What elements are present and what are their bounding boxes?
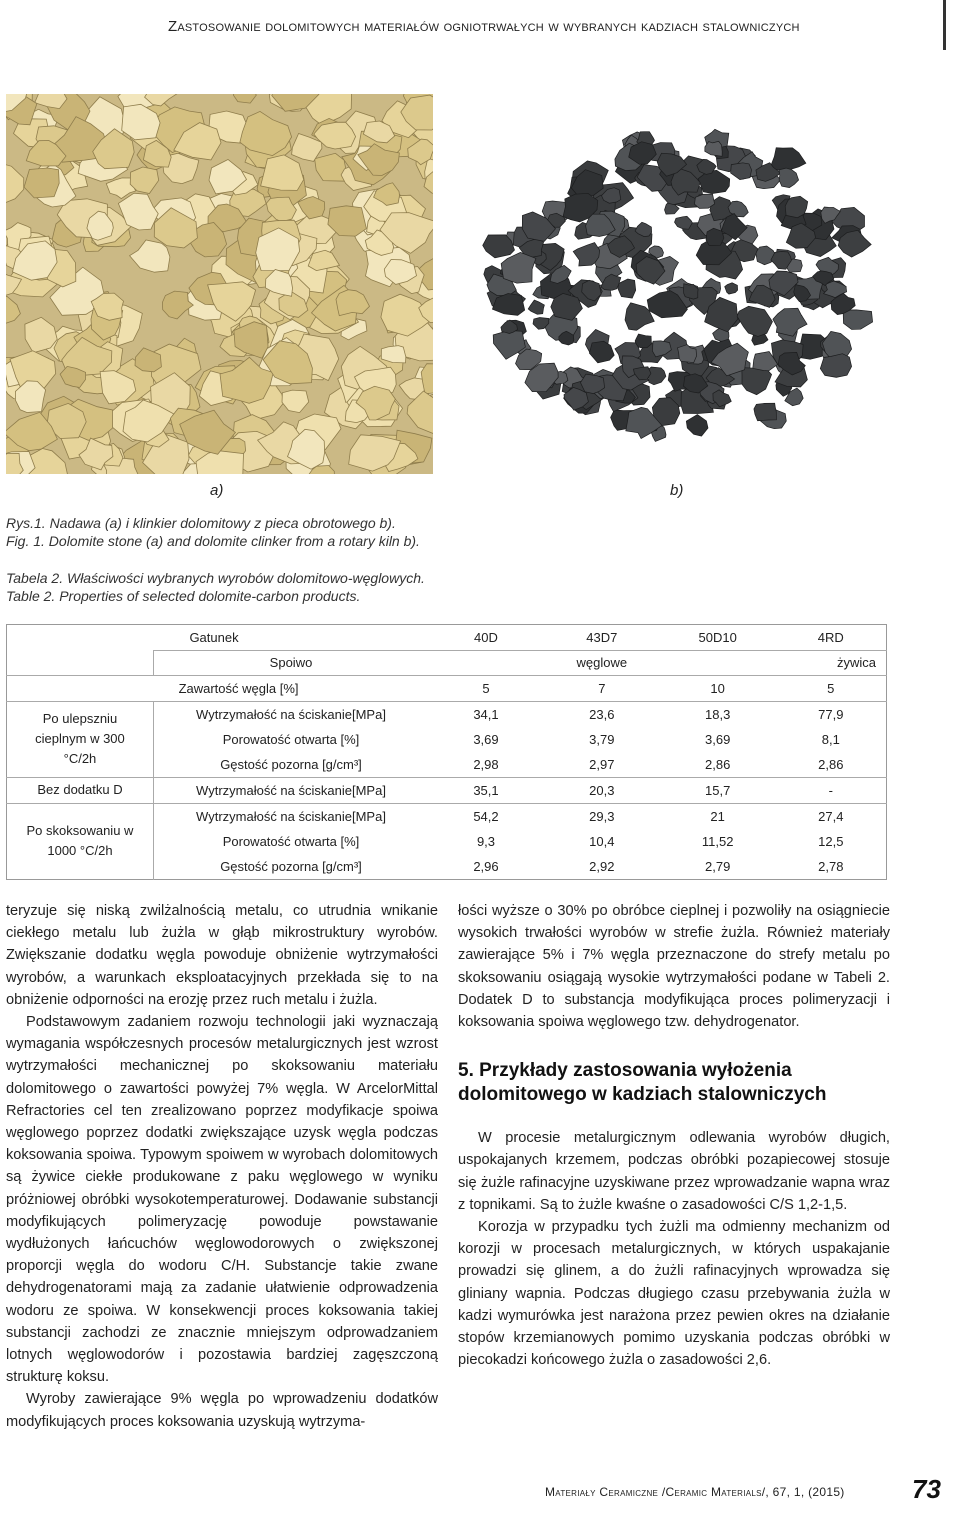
table-cell: 8,1 xyxy=(821,731,840,747)
dolomite-clinker-piece xyxy=(589,341,614,363)
dolomite-stone-piece xyxy=(381,346,406,363)
table-corner-cell xyxy=(7,625,154,651)
dolomite-clinker-piece xyxy=(501,252,536,283)
dolomite-clinker-piece xyxy=(731,163,752,180)
figure-label-a: a) xyxy=(210,482,224,499)
table-cell: 10 xyxy=(660,676,776,702)
table-cell: 3,69 xyxy=(705,731,731,747)
table-cell: 11,52 xyxy=(701,833,734,849)
dolomite-clinker-image xyxy=(474,110,891,474)
row-label: Wytrzymałość na ściskanie[MPa] xyxy=(153,778,428,804)
table-caption-en: Table 2. Properties of selected dolomite-carbon products. xyxy=(6,588,361,604)
table-cell: 5 xyxy=(428,676,544,702)
group-label-text: Po ulepszniu cieplnym w 300 °C/2h xyxy=(35,711,125,767)
row-label: Gęstość pozorna [g/cm³] xyxy=(220,757,362,772)
dolomite-stone-piece xyxy=(315,153,347,181)
dolomite-clinker-piece xyxy=(779,168,799,188)
dolomite-clinker-piece xyxy=(843,310,873,330)
table-cell: 3,69 xyxy=(473,731,499,747)
header-rule xyxy=(943,0,946,50)
dolomite-clinker-piece xyxy=(695,194,715,208)
dolomite-clinker-piece xyxy=(754,403,777,421)
row-label: Porowatość otwarta [%] xyxy=(222,731,360,747)
table-cell: 2,86 xyxy=(705,757,731,772)
dolomite-clinker-photo xyxy=(474,110,891,474)
table-row xyxy=(7,701,887,727)
dolomite-stone-piece xyxy=(130,240,170,272)
properties-table xyxy=(6,624,887,880)
table-cell: 29,3 xyxy=(544,803,660,829)
table-cell: - xyxy=(776,778,887,804)
table-cell: 54,2 xyxy=(428,803,544,829)
dolomite-clinker-piece xyxy=(770,148,806,171)
table-cell: 2,78 xyxy=(818,859,844,874)
running-title: Zastosowanie dolomitowych materiałów ogniotrwałych w wybranych kadziach stalowniczych xyxy=(168,18,800,35)
section-heading: 5. Przykłady zastosowania wyłożenia dolomitowego w kadziach stalowniczych xyxy=(458,1060,827,1106)
dolomite-clinker-piece xyxy=(705,141,722,156)
table-cell: 10,4 xyxy=(589,833,615,849)
table-cell: 35,1 xyxy=(428,778,544,804)
table-cell: 12,5 xyxy=(818,833,844,849)
dolomite-stone-image xyxy=(6,94,433,474)
dolomite-clinker-piece xyxy=(725,283,738,294)
dolomite-clinker-piece xyxy=(528,300,544,314)
carbon-content-row xyxy=(7,676,887,702)
table-caption-pl: Tabela 2. Właściwości wybranych wyrobów dolomitowo-węglowych. xyxy=(6,570,425,586)
table-cell: 7 xyxy=(544,676,660,702)
grade-label: Gatunek xyxy=(189,629,239,645)
grade-col: 4RD xyxy=(817,629,844,645)
row-label: Gęstość pozorna [g/cm³] xyxy=(220,859,362,874)
body-column-left xyxy=(6,900,438,1433)
figure-caption-pl: Rys.1. Nadawa (a) i klinkier dolomitowy z pieca obrotowego b). xyxy=(6,515,396,531)
table-cell: 2,92 xyxy=(589,859,615,874)
dolomite-stone-photo xyxy=(6,94,433,474)
dolomite-clinker-piece xyxy=(686,415,708,437)
table-cell: 34,1 xyxy=(428,701,544,727)
table-row xyxy=(7,778,887,804)
group-label-coking xyxy=(7,803,154,880)
table-cell: 2,86 xyxy=(818,757,844,772)
grade-col: 50D10 xyxy=(698,629,737,645)
body-paragraph: teryzuje się niską zwilżalnością metalu, co utrudnia wnikanie ciekłego metalu lub żużla w głąb mikrostruktury wyrobów. Zwiększanie dodatku węgla powoduje obniżenie wytrzymałości wyrobów, a warunkach eksploatacyjnych przekłada się to na obniżenie odporności na erozję przez ruch metalu i żużla. xyxy=(6,903,438,1008)
table-cell: 3,79 xyxy=(589,731,615,747)
body-paragraph: łości wyższe o 30% po obróbce cieplnej i pozwoliły na osiągniecie wysokich trwałości wyrobów w strefie żużla. Również materiały zawierające 5% i 7% węgla przeznaczone do strefy metalu po skoksowaniu osiągają wysokie wytrzymałości podane w Tabeli 2. Dodatek D to substancja modyfikująca proces polimeryzacji i koksowania spoiwa węglowego tzw. dehydrogenator. xyxy=(458,903,890,1031)
page-number: 73 xyxy=(912,1474,941,1504)
body-paragraph: Wyroby zawierające 9% węgla po wprowadzeniu dodatków modyfikujących proces koksowania uzyskują wytrzyma- xyxy=(6,1391,438,1430)
dolomite-stone-piece xyxy=(282,390,309,413)
dolomite-stone-piece xyxy=(336,290,370,316)
dolomite-clinker-piece xyxy=(618,279,636,298)
table-cell: 21 xyxy=(660,803,776,829)
row-label: Wytrzymałość na ściskanie[MPa] xyxy=(153,803,428,829)
dolomite-clinker-piece xyxy=(773,308,807,336)
group-label-no-additive: Bez dodatku D xyxy=(7,778,154,804)
body-paragraph: Podstawowym zadaniem rozwoju technologii jaki wyznaczają wymagania współczesnych procesów metalurgicznych jest wzrost wytrzymałości mechanicznej po skoksowaniu materiału dolomitowego o zawartości powyżej 7% węgla. W ArcelorMittal Refractories cel ten zrealizowano poprzez modyfikacje spoiwa węglowego poprzez dodatki zwiększające uzysk węgla podczas koksowania spoiwa. Typowym spoiwem w wyrobach dolomitowych są żywice ciekłe produkowane z paku węglowego w wyniku próżniowej obróbki wysokotemperaturowej. Dodawanie substancji modyfikujących polimeryzację powoduje powstawanie wydłużonych łańcuchów węglowodorowych o zwiększonej proporcji węgla do wodoru C/H. Substancje takie zwane dehydrogenatorami mają za zadanie ułatwienie odprowadzenia wodoru ze spoiwa. W konsekwencji proces koksowania takiej substancji zachodzi ze znacznie mniejszym odprowadzaniem lotnych węglowodorów i pozostawia bardziej zagęszczoną strukturę koksu. xyxy=(6,1014,438,1386)
binder-label: Spoiwo xyxy=(153,650,428,676)
body-column-right xyxy=(458,900,890,1371)
table-cell: 9,3 xyxy=(476,833,496,849)
carbon-content-label: Zawartość węgla [%] xyxy=(7,676,429,702)
dolomite-clinker-piece xyxy=(551,293,583,320)
dolomite-clinker-piece xyxy=(675,216,693,229)
table-cell: 5 xyxy=(776,676,887,702)
dolomite-stone-piece xyxy=(6,295,20,324)
table-cell: 20,3 xyxy=(544,778,660,804)
dolomite-stone-piece xyxy=(6,163,24,206)
table-cell: 2,98 xyxy=(473,757,499,772)
journal-citation: Materiały Ceramiczne /Ceramic Materials/, 67, 1, (2015) xyxy=(545,1485,845,1499)
row-label: Wytrzymałość na ściskanie[MPa] xyxy=(153,701,428,727)
group-label-text: Po skoksowaniu w 1000 °C/2h xyxy=(26,823,134,859)
table-cell: 2,96 xyxy=(473,859,499,874)
group-label-heat-treatment xyxy=(7,701,154,778)
body-paragraph: Korozja w przypadku tych żużli ma odmienny mechanizm od korozji w procesach metalurgicznych, w których uspakajanie prowadzi się glinem, a do żużli rafinacyjnych wprowadza się gliniany wapnia. Podczas długiego czasu przebywania żużla w kadzi wymurówka jest narażona przez pewien okres na działanie stopów krzemianowych pomimo uzyskania podczas obróbki w piecokadzi końcowego żużla o zasadowości 2,6. xyxy=(458,1219,890,1369)
table-cell: 2,79 xyxy=(705,859,731,874)
table-header-row xyxy=(7,625,887,651)
table-cell: 27,4 xyxy=(776,803,887,829)
grade-col: 40D xyxy=(474,629,498,645)
binder-resin: żywica xyxy=(776,650,887,676)
table-cell: 23,6 xyxy=(544,701,660,727)
table-row xyxy=(7,803,887,829)
dolomite-stone-piece xyxy=(234,94,257,103)
binder-row xyxy=(7,650,887,676)
dolomite-stone-piece xyxy=(24,168,59,198)
row-label: Porowatość otwarta [%] xyxy=(222,833,360,849)
dolomite-stone-piece xyxy=(261,155,304,191)
table-cell: 15,7 xyxy=(660,778,776,804)
dolomite-clinker-piece xyxy=(820,354,851,378)
figure-caption-en: Fig. 1. Dolomite stone (a) and dolomite clinker from a rotary kiln b). xyxy=(6,533,420,549)
binder-carbon: węglowe xyxy=(428,650,776,676)
dolomite-clinker-piece xyxy=(737,306,772,336)
table-cell: 2,97 xyxy=(589,757,615,772)
figure-label-b: b) xyxy=(670,482,684,499)
table-cell: 77,9 xyxy=(776,701,887,727)
body-paragraph: W procesie metalurgicznym odlewania wyrobów długich, uspokajanych krzemem, podczas obróbki pozapiecowej stosuje się żużle rafinacyjne uzyskiwane przez wprowadzanie wapna wraz z topnikami. Są to żużle kwaśne o zasadowości C/S 1,2-1,5. xyxy=(458,1130,890,1213)
grade-col: 43D7 xyxy=(586,629,618,645)
table-cell: 18,3 xyxy=(660,701,776,727)
